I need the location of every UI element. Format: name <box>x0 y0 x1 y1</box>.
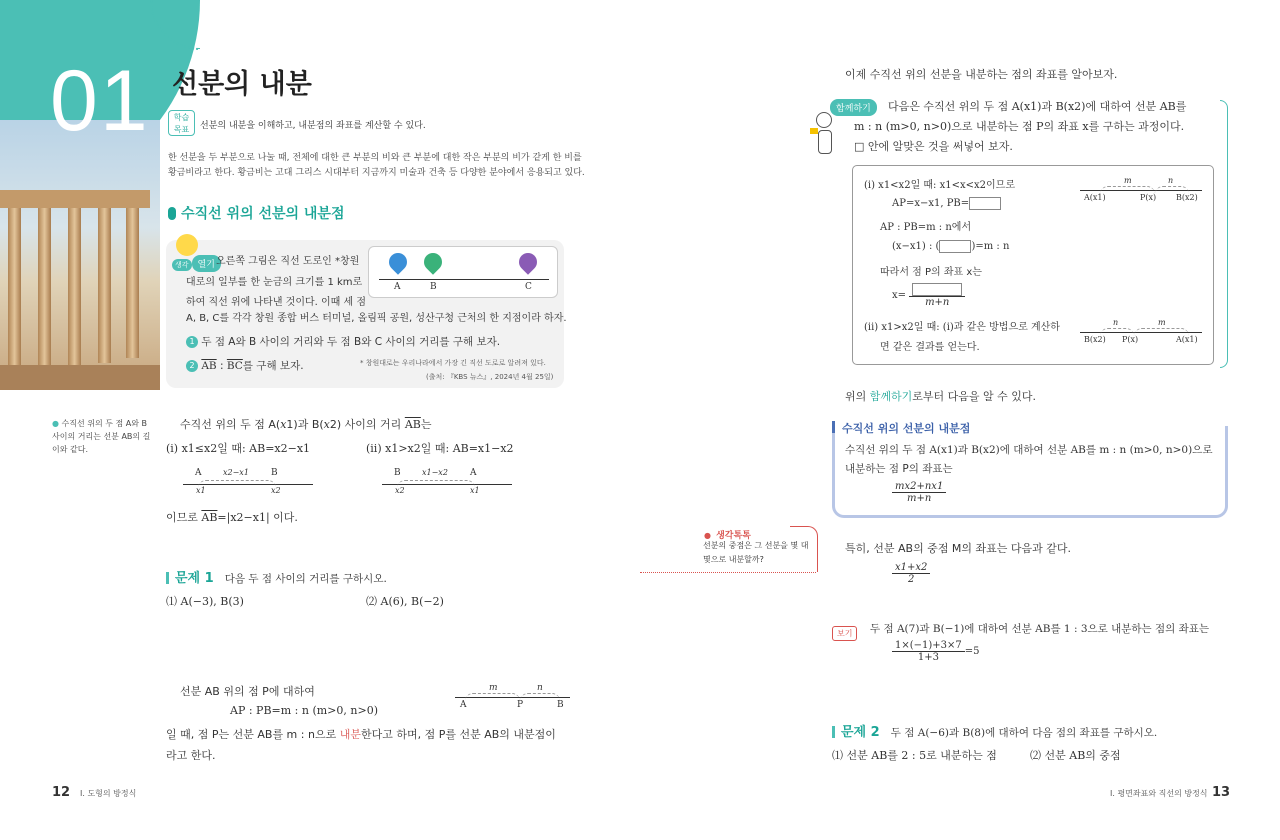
def-fig-label: P <box>517 700 524 710</box>
midpoint-text: 특히, 선분 AB의 중점 M의 좌표는 다음과 같다. <box>845 542 1072 555</box>
def-fig-label: m <box>489 683 498 693</box>
fig-b-label: A(x1) <box>1176 335 1198 344</box>
together-line-1: 다음은 수직선 위의 두 점 A(x1)과 B(x2)에 대하여 선분 AB를 <box>888 100 1187 113</box>
problem-1-header: 문제 1 다음 두 점 사이의 거리를 구하시오. <box>166 567 387 586</box>
example-fraction: $\frac{1\times(-1)+3\times 7}{1+3}$ =5 <box>892 640 980 663</box>
top-line: 이제 수직선 위의 선분을 내분하는 점의 좌표를 알아보자. <box>845 68 1118 81</box>
open-line-1: 오른쪽 그림은 직선 도로인 *창원 <box>216 256 360 267</box>
definition-figure <box>455 683 570 713</box>
fig2-label: x2 <box>395 486 405 495</box>
distance-figure-1 <box>183 468 313 496</box>
distance-intro: 수직선 위의 두 점 A(x1)과 B(x2) 사이의 거리 $\overline{AB}$는 <box>180 418 432 431</box>
arc <box>520 693 560 701</box>
midpoint-fraction: $\frac{x1+x2}{2}$ <box>892 562 930 585</box>
fig2-label: x1 <box>470 486 480 495</box>
fig1-label: x2−x1 <box>223 468 249 477</box>
fig-a-label: n <box>1168 176 1174 185</box>
box-line-8: 면 같은 결과를 얻는다. <box>880 342 980 353</box>
together-line-2: m : n (m>0, n>0)으로 내분하는 점 P의 좌표 x를 구하는 과정이다. <box>854 120 1185 133</box>
summary-line-2: 내분하는 점 P의 좌표는 <box>845 463 953 475</box>
arc <box>198 480 276 488</box>
arc <box>465 693 520 701</box>
section-bullet-icon <box>168 207 176 220</box>
open-question-1: 1 두 점 A와 B 사이의 거리와 두 점 B와 C 사이의 거리를 구해 보자. <box>186 334 500 349</box>
box-line-1: (ⅰ) x1<x2일 때: x1<x<x2이므로 <box>864 180 1015 191</box>
open-question-2: 2 $\overline{AB}$ : $\overline{BC}$를 구해 보자. <box>186 358 304 373</box>
box-line-6: x= m+n <box>892 283 965 308</box>
goal-tag: 학습 목표 <box>168 110 195 136</box>
fig2-label: B <box>394 468 401 478</box>
case-1: (ⅰ) x1≤x2일 때: AB=x2−x1 <box>166 442 311 455</box>
park-icon <box>420 249 445 274</box>
fig1-label: x2 <box>271 486 281 495</box>
fig-a-label: m <box>1124 176 1132 185</box>
note-icon: ● <box>52 419 59 428</box>
fig-b-label: B(x2) <box>1084 335 1106 344</box>
open-line-3: 하여 직선 위에 나타낸 것이다. 이때 세 점 <box>186 297 366 308</box>
chapter-number: 01 <box>50 53 150 149</box>
fig2-label: A <box>470 468 477 478</box>
footnote-2: (출처: 『KBS 뉴스』, 2024년 4월 25일) <box>426 373 554 381</box>
fig1-label: x1 <box>196 486 206 495</box>
intro-line-2: 황금비라고 한다. 황금비는 고대 그리스 시대부터 지금까지 미술과 건축 등 다양한 분야에서 응용되고 있다. <box>168 168 585 178</box>
footnote-1: * 창원대로는 우리나라에서 가장 긴 직선 도로로 알려져 있다. <box>360 359 546 367</box>
case-2: (ⅱ) x1>x2일 때: AB=x1−x2 <box>366 442 514 455</box>
map-label-b: B <box>430 282 437 292</box>
answer-box[interactable] <box>939 240 971 253</box>
office-icon <box>515 249 540 274</box>
fig2-label: x1−x2 <box>422 468 448 477</box>
map-label-c: C <box>525 282 532 292</box>
student-illustration <box>808 110 840 165</box>
right-page-number: 13 <box>1212 785 1231 800</box>
box-line-3: AP : PB=m : n에서 <box>880 222 972 233</box>
column <box>98 208 111 363</box>
box-line-2: AP=x−x1, PB= <box>892 197 1001 210</box>
process-figure-b <box>1080 320 1202 350</box>
think-tag: ● 생각톡톡 <box>704 531 751 541</box>
section-heading: 수직선 위의 선분의 내분점 <box>168 203 344 223</box>
open-tag: 생각 열기 <box>172 252 221 272</box>
arc <box>397 480 475 488</box>
box-line-5: 따라서 점 P의 좌표 x는 <box>880 267 982 278</box>
fig-a-label: B(x2) <box>1176 193 1198 202</box>
map-line <box>379 279 549 280</box>
after-together: 위의 함께하기로부터 다음을 알 수 있다. <box>845 390 1037 403</box>
fig-b-label: m <box>1158 318 1166 327</box>
summary-fraction: $\frac{mx2+nx1}{m+n}$ <box>892 481 946 504</box>
together-bracket <box>1220 100 1228 368</box>
fig1-label: B <box>271 468 278 478</box>
megaphone-icon <box>810 128 818 134</box>
def-fig-label: n <box>537 683 543 693</box>
problem-1-b: ⑵ A(6), B(−2) <box>366 595 444 608</box>
process-figure-a <box>1080 178 1202 208</box>
column <box>68 208 81 368</box>
answer-box[interactable] <box>969 197 1001 210</box>
definition-line-1: 선분 AB 위의 점 P에 대하여 <box>180 685 315 698</box>
parthenon-photo <box>0 120 160 390</box>
left-page-section: Ⅰ. 도형의 방정식 <box>80 789 137 798</box>
example-tag: 보기 <box>832 621 857 641</box>
fig1-label: A <box>195 468 202 478</box>
intro-line-1: 한 선분을 두 부분으로 나눌 때, 전체에 대한 큰 부분의 비와 큰 부분에 대한 작은 부분의 비가 같게 한 비를 <box>168 153 582 163</box>
open-line-4: A, B, C를 각각 창원 종합 버스 터미널, 올림픽 공원, 성산구청 근처의 한 지점이라 하자. <box>186 313 567 324</box>
summary-line-1: 수직선 위의 두 점 A(x1)과 B(x2)에 대하여 선분 AB를 m : n (m>0, n>0)으로 <box>845 444 1213 456</box>
think-bracket <box>790 526 818 572</box>
problem-1-a: ⑴ A(−3), B(3) <box>166 595 244 608</box>
goal-text: 선분의 내분을 이해하고, 내분점의 좌표를 계산할 수 있다. <box>200 121 426 131</box>
right-page-section: Ⅰ. 평면좌표와 직선의 방정식 <box>1110 789 1208 798</box>
example-text: 두 점 A(7)과 B(−1)에 대하여 선분 AB를 1 : 3으로 내분하는 점의 좌표는 <box>870 623 1210 635</box>
abs-distance: 이므로 $\overline{AB}=|x2-x1|$ 이다. <box>166 511 298 524</box>
definition-line-2: AP : PB=m : n (m>0, n>0) <box>230 704 378 717</box>
together-tag: 함께하기 <box>830 96 877 116</box>
think-dot-icon: ● <box>704 531 711 540</box>
box-line-4: (x−x1) : ( )=m : n <box>892 241 1010 252</box>
together-line-3: □ 안에 알맞은 것을 써넣어 보자. <box>854 140 1013 153</box>
answer-box[interactable] <box>912 283 962 296</box>
open-line-2: 대로의 일부를 한 눈금의 크기를 1 km로 <box>186 277 363 288</box>
box-line-7: (ⅱ) x1>x2일 때: (ⅰ)과 같은 방법으로 계산하 <box>864 322 1060 333</box>
entablature <box>0 190 150 208</box>
def-fig-label: A <box>460 700 467 710</box>
column <box>126 208 139 358</box>
bus-icon <box>385 249 410 274</box>
page-title: 선분의 내분 <box>172 69 312 100</box>
fig-b-label: P(x) <box>1122 335 1139 344</box>
summary-title-row <box>832 421 1228 435</box>
definition-line-4: 라고 한다. <box>166 749 216 762</box>
side-note: ● 수직선 위의 두 점 A와 B 사이의 거리는 선분 AB의 길이와 같다. <box>52 419 151 454</box>
think-dotted-line <box>640 572 816 573</box>
definition-line-3: 일 때, 점 P는 선분 AB를 m : n으로 내분한다고 하며, 점 P를 선분 AB의 내분점이 <box>166 728 556 741</box>
ground <box>0 365 160 390</box>
column <box>38 208 51 373</box>
distance-figure-2 <box>382 468 512 496</box>
problem-2-header: 문제 2 두 점 A(−6)과 B(8)에 대하여 다음 점의 좌표를 구하시오. <box>832 721 1157 740</box>
fig-a-label: P(x) <box>1140 193 1157 202</box>
problem-2-a: ⑴ 선분 AB를 2 : 5로 내분하는 점 <box>832 749 997 762</box>
map-label-a: A <box>394 282 401 292</box>
summary-title: 수직선 위의 선분의 내분점 <box>842 422 971 435</box>
map-figure <box>368 246 558 298</box>
left-page-number: 12 <box>52 785 71 800</box>
def-fig-label: B <box>557 700 564 710</box>
problem-2-b: ⑵ 선분 AB의 중점 <box>1030 749 1121 762</box>
column <box>8 208 21 378</box>
student-body <box>818 130 832 154</box>
think-text: 선분의 중점은 그 선분을 몇 대 몇으로 내분할까? <box>703 541 809 564</box>
fig-b-label: n <box>1113 318 1119 327</box>
fig-a-label: A(x1) <box>1084 193 1106 202</box>
